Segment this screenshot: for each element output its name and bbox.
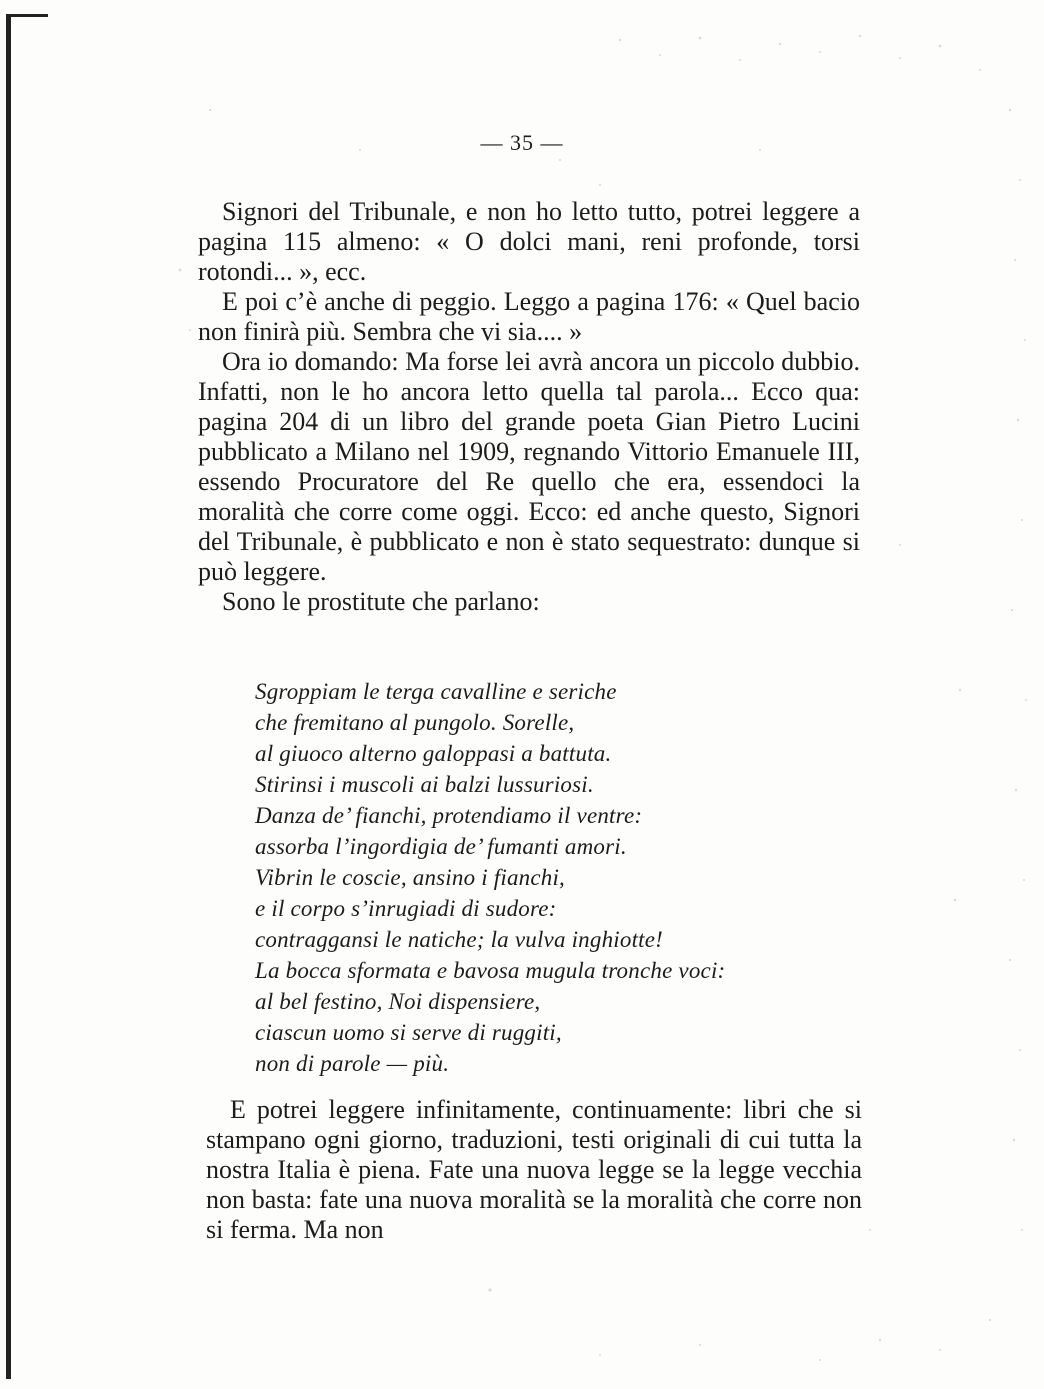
paragraph: Ora io domando: Ma forse lei avrà ancora un piccolo dubbio. Infatti, non le ho ancora letto quella tal parola... Ecco qua: pagina 204 di un libro del grande poeta Gian Pietro Lucini pubblicato a Milano nel 1909, regnando Vittorio Emanuele III, essendo Procuratore del Re quello che era, essendoci la moralità che corre come oggi. Ecco: ed anche questo, Signori del Tribunale, è pubblicato e non è stato sequestrato: dunque si può leggere. <box>198 347 860 586</box>
text-block-lower <box>206 1095 862 1245</box>
poem-line: al giuoco alterno galoppasi a battuta. <box>255 741 612 766</box>
poem-line: Stirinsi i muscoli ai balzi lussuriosi. <box>255 772 594 797</box>
poem-line: contraggansi le natiche; la vulva inghiotte! <box>255 927 664 952</box>
poem-line: La bocca sformata e bavosa mugula tronche voci: <box>255 958 726 983</box>
paragraph: Sono le prostitute che parlano: <box>222 587 540 616</box>
paragraph: E potrei leggere infinitamente, continuamente: libri che si stampano ogni giorno, traduzioni, testi originali di cui tutta la nostra Italia è piena. Fate una nuova legge se la legge vecchia non basta: fate una nuova moralità se la moralità che corre non si ferma. Ma non <box>206 1095 862 1244</box>
poem-line: assorba l’ingordigia de’ fumanti amori. <box>255 834 627 859</box>
poem-line: Sgroppiam le terga cavalline e seriche <box>255 679 617 704</box>
paragraph: E poi c’è anche di peggio. Leggo a pagina 176: « Quel bacio non finirà più. Sembra che vi sia.... » <box>198 287 860 346</box>
poem-line: Danza de’ fianchi, protendiamo il ventre: <box>255 803 643 828</box>
poem-quotation <box>255 676 855 1079</box>
binding-edge-corner <box>6 14 48 17</box>
poem-line: ciascun uomo si serve di ruggiti, <box>255 1020 562 1045</box>
text-block-upper <box>198 197 860 617</box>
page-number: — 35 — <box>480 130 564 155</box>
poem-line: che fremitano al pungolo. Sorelle, <box>255 710 575 735</box>
poem-line: non di parole — più. <box>255 1051 450 1076</box>
poem-line: e il corpo s’inrugiadi di sudore: <box>255 896 557 921</box>
paragraph: Signori del Tribunale, e non ho letto tutto, potrei leggere a pagina 115 almeno: « O dolci mani, reni profonde, torsi rotondi... », ecc. <box>198 197 860 286</box>
poem-line: Vibrin le coscie, ansino i fianchi, <box>255 865 565 890</box>
binding-edge-line <box>6 14 11 1379</box>
poem-line: al bel festino, Noi dispensiere, <box>255 989 541 1014</box>
